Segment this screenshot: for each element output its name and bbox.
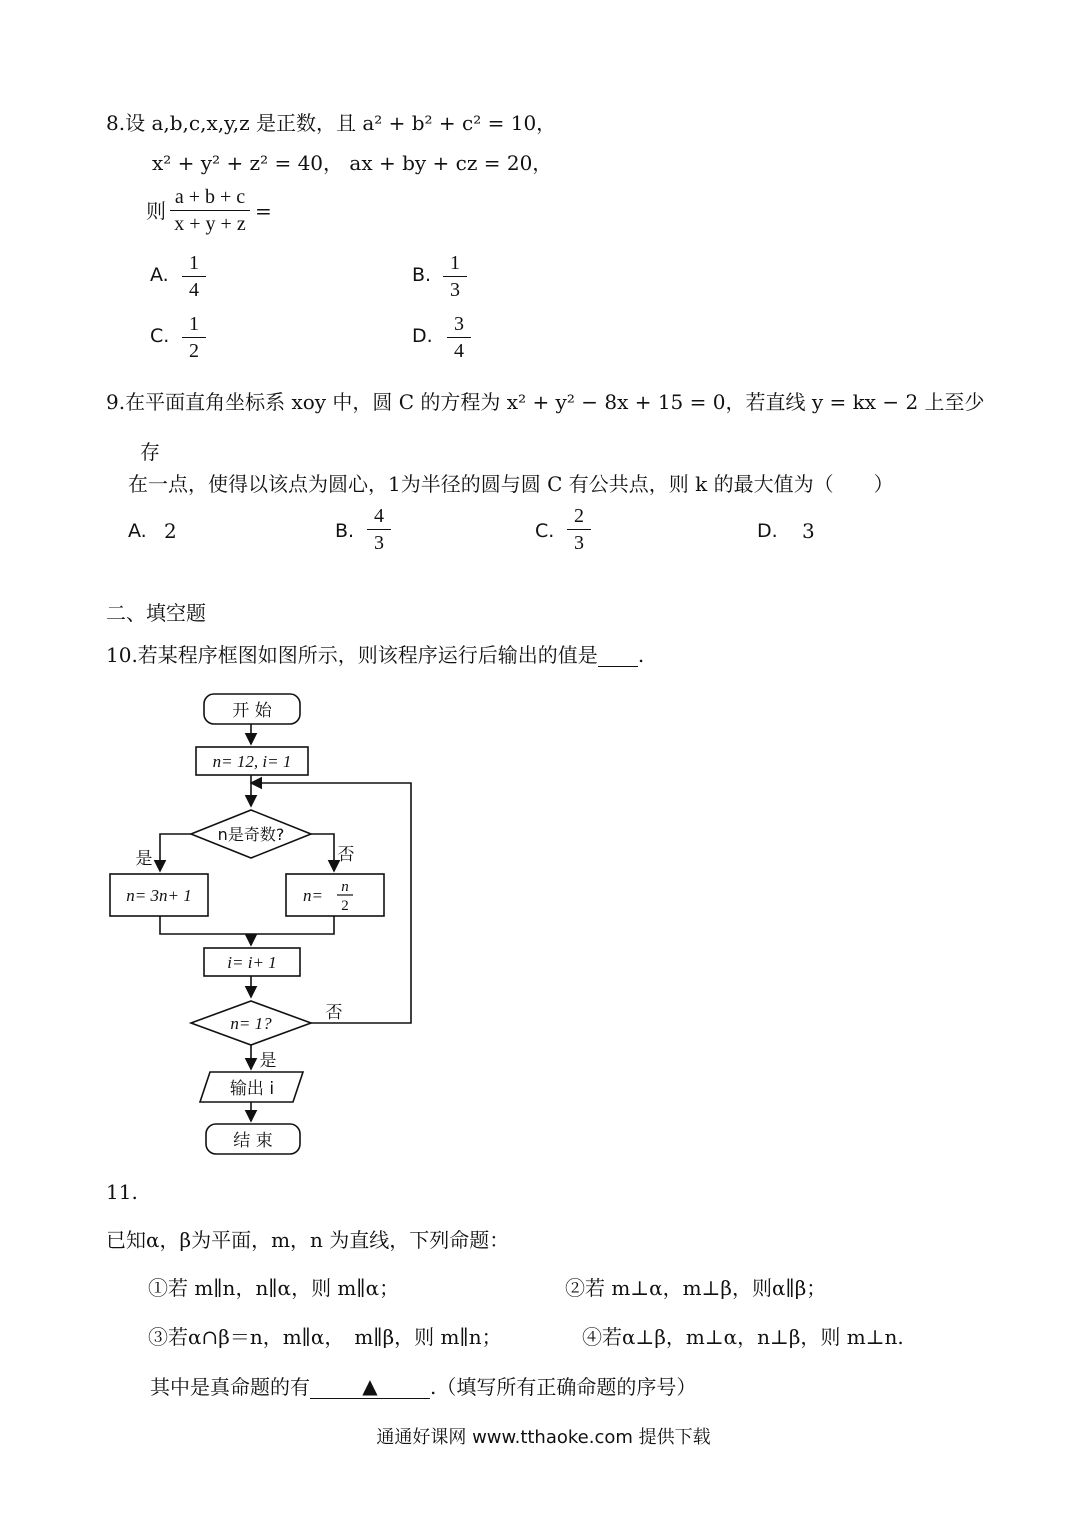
q9-option-c-den: 3 <box>574 532 584 554</box>
flow-right-box-prefix: n= <box>303 886 323 905</box>
flow-right-box-den: 2 <box>341 898 349 914</box>
q8-option-d-num: 3 <box>454 313 464 335</box>
q10-text <box>106 643 644 667</box>
section-title: 二、填空题 <box>106 601 206 625</box>
q9-option-a-value: 2 <box>164 519 177 543</box>
flow-decision-n1-label: n= 1? <box>230 1014 272 1033</box>
flow-end-label: 结 束 <box>233 1131 273 1151</box>
q8-option-d-label: D. <box>412 325 433 347</box>
q11-answer-prefix: 其中是真命题的有 <box>150 1375 310 1399</box>
q8-line3-prefix: 则 <box>146 199 166 223</box>
q8-option-a-den: 4 <box>189 279 199 301</box>
q8-line1: 8.设 a,b,c,x,y,z 是正数，且 a² + b² + c² = 10， <box>106 111 557 135</box>
q8-equals: = <box>255 199 272 223</box>
q8-fraction-numerator: a + b + c <box>174 186 246 208</box>
q9-option-d-label: D. <box>757 520 778 542</box>
q9-option-c-num: 2 <box>574 505 584 527</box>
q9-option-c-value <box>561 505 597 554</box>
q8-option-c-value <box>176 313 212 362</box>
flow-start-label: 开 始 <box>232 701 272 721</box>
q8-option-b-label: B. <box>412 264 432 286</box>
q8-option-a-num: 1 <box>189 252 199 274</box>
triangle-icon: ▲ <box>362 1374 378 1398</box>
q9-option-c-label: C. <box>535 520 555 542</box>
q9-option-d-value: 3 <box>802 519 815 543</box>
q9-line3: 在一点，使得以该点为圆心，1为半径的圆与圆 C 有公共点，则 k 的最大值为（ ） <box>128 472 894 496</box>
flow-decision-odd-label: n是奇数? <box>217 825 285 844</box>
q8-fraction-denominator: x + y + z <box>174 213 246 235</box>
q8-option-a-label: A. <box>150 264 169 286</box>
q11-proposition-4: ④若α⊥β，m⊥α，n⊥β，则 m⊥n. <box>582 1325 904 1349</box>
q11-proposition-3: ③若α∩β＝n，m∥α， m∥β，则 m∥n； <box>148 1325 502 1349</box>
flow-init-label: n= 12, i= 1 <box>212 752 292 771</box>
q8-line2: x² + y² + z² = 40， ax + by + cz = 20， <box>152 151 553 175</box>
q9-option-b-value <box>361 505 397 554</box>
flowchart <box>100 688 420 1160</box>
q9-line1: 9.在平面直角坐标系 xoy 中，圆 C 的方程为 x² + y² − 8x + 15 = 0，若直线 y = kx − 2 上至少 <box>106 390 985 414</box>
flow-right-box-num: n <box>341 879 349 895</box>
q8-option-b-value <box>437 252 473 301</box>
q9-option-b-num: 4 <box>374 505 384 527</box>
flow-no-label: 否 <box>337 845 355 865</box>
q11-proposition-2: ②若 m⊥α，m⊥β，则α∥β； <box>565 1276 827 1300</box>
q11-answer-blank[interactable] <box>310 1374 430 1399</box>
q10-question: 10.若某程序框图如图所示，则该程序运行后输出的值是 <box>106 643 598 667</box>
q9-option-a-label: A. <box>128 520 147 542</box>
q9-option-b-den: 3 <box>374 532 384 554</box>
q9-line2: 存 <box>140 440 160 464</box>
q11-intro: 已知α，β为平面，m，n 为直线，下列命题： <box>106 1228 510 1252</box>
q8-option-b-den: 3 <box>450 279 460 301</box>
q8-option-c-num: 1 <box>189 313 199 335</box>
flow-increment-label: i= i+ 1 <box>227 953 277 972</box>
q8-option-c-den: 2 <box>189 340 199 362</box>
q11-proposition-1: ①若 m∥n，n∥α，则 m∥α； <box>148 1276 400 1300</box>
flow-right-box <box>286 874 384 916</box>
q8-option-a-value <box>176 252 212 301</box>
q8-option-d-value <box>441 313 477 362</box>
q9-option-b-label: B. <box>335 520 355 542</box>
flow-no2-label: 否 <box>325 1003 343 1023</box>
q11-answer-line <box>150 1374 696 1399</box>
flow-output-label: 输出 i <box>229 1079 275 1099</box>
flow-yes-label: 是 <box>135 849 153 869</box>
page-footer: 通通好课网 www.tthaoke.com 提供下载 <box>376 1427 711 1448</box>
q8-option-b-num: 1 <box>450 252 460 274</box>
q11-number: 11. <box>106 1180 138 1204</box>
q8-option-d-den: 4 <box>454 340 464 362</box>
q11-answer-suffix: .（填写所有正确命题的序号） <box>430 1375 697 1399</box>
q10-suffix: . <box>637 643 645 667</box>
flow-left-box-label: n= 3n+ 1 <box>126 886 192 905</box>
q8-option-c-label: C. <box>150 325 170 347</box>
q8-fraction <box>168 186 252 235</box>
flow-yes2-label: 是 <box>259 1051 277 1071</box>
q10-answer-blank[interactable] <box>598 648 638 667</box>
